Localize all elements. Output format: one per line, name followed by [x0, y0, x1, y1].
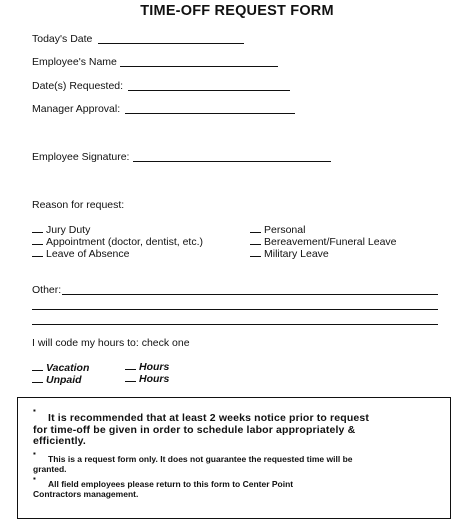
hours-label: I will code my hours to: check one — [32, 337, 190, 349]
hours-option-vacation[interactable]: Vacation — [32, 361, 89, 374]
manager-approval-line[interactable] — [125, 113, 295, 114]
todays-date-label: Today's Date — [32, 33, 93, 45]
note-3-line-2: Contractors management. — [33, 489, 139, 499]
notes-box — [17, 397, 451, 519]
other-line-3[interactable] — [32, 324, 438, 325]
manager-approval-label: Manager Approval: — [32, 103, 121, 115]
dates-requested-label: Date(s) Requested: — [32, 80, 124, 92]
other-line-2[interactable] — [32, 309, 438, 310]
note-2-line-2: granted. — [33, 464, 67, 474]
employee-name-line[interactable] — [120, 66, 278, 67]
employee-name-label: Employee's Name — [32, 56, 117, 68]
form-title: TIME-OFF REQUEST FORM — [140, 3, 334, 19]
bullet-icon: ▪ — [33, 449, 36, 458]
reason-option-military-leave[interactable]: Military Leave — [250, 247, 329, 260]
other-line-1[interactable] — [62, 294, 438, 295]
reason-option-leave-of-absence[interactable]: Leave of Absence — [32, 247, 129, 260]
hours-option-unpaid[interactable]: Unpaid — [32, 373, 82, 386]
note-1-line-1: It is recommended that at least 2 weeks notice prior to request — [48, 412, 370, 424]
note-1-line-3: efficiently. — [33, 435, 86, 447]
hours-option-unpaid-hours[interactable]: Hours — [125, 372, 169, 385]
reason-label: Reason for request: — [32, 199, 125, 211]
employee-signature-line[interactable] — [133, 161, 331, 162]
reason-option-personal[interactable]: Personal — [250, 223, 305, 236]
note-3-line-1: All field employees please return to this form to Center Point — [48, 479, 294, 489]
employee-signature-label: Employee Signature: — [32, 151, 130, 163]
todays-date-line[interactable] — [98, 43, 244, 44]
hours-option-vacation-hours[interactable]: Hours — [125, 360, 169, 373]
bullet-icon: ▪ — [33, 406, 36, 415]
reason-option-bereavement[interactable]: Bereavement/Funeral Leave — [250, 235, 397, 248]
note-1-line-2: for time-off be given in order to schedule labor appropriately & — [33, 424, 356, 436]
reason-option-jury-duty[interactable]: Jury Duty — [32, 223, 90, 236]
bullet-icon: ▪ — [33, 474, 36, 483]
other-label: Other: — [32, 284, 62, 296]
dates-requested-line[interactable] — [128, 90, 290, 91]
note-2-line-1: This is a request form only. It does not guarantee the requested time will be — [48, 454, 353, 464]
reason-option-appointment[interactable]: Appointment (doctor, dentist, etc.) — [32, 235, 203, 248]
